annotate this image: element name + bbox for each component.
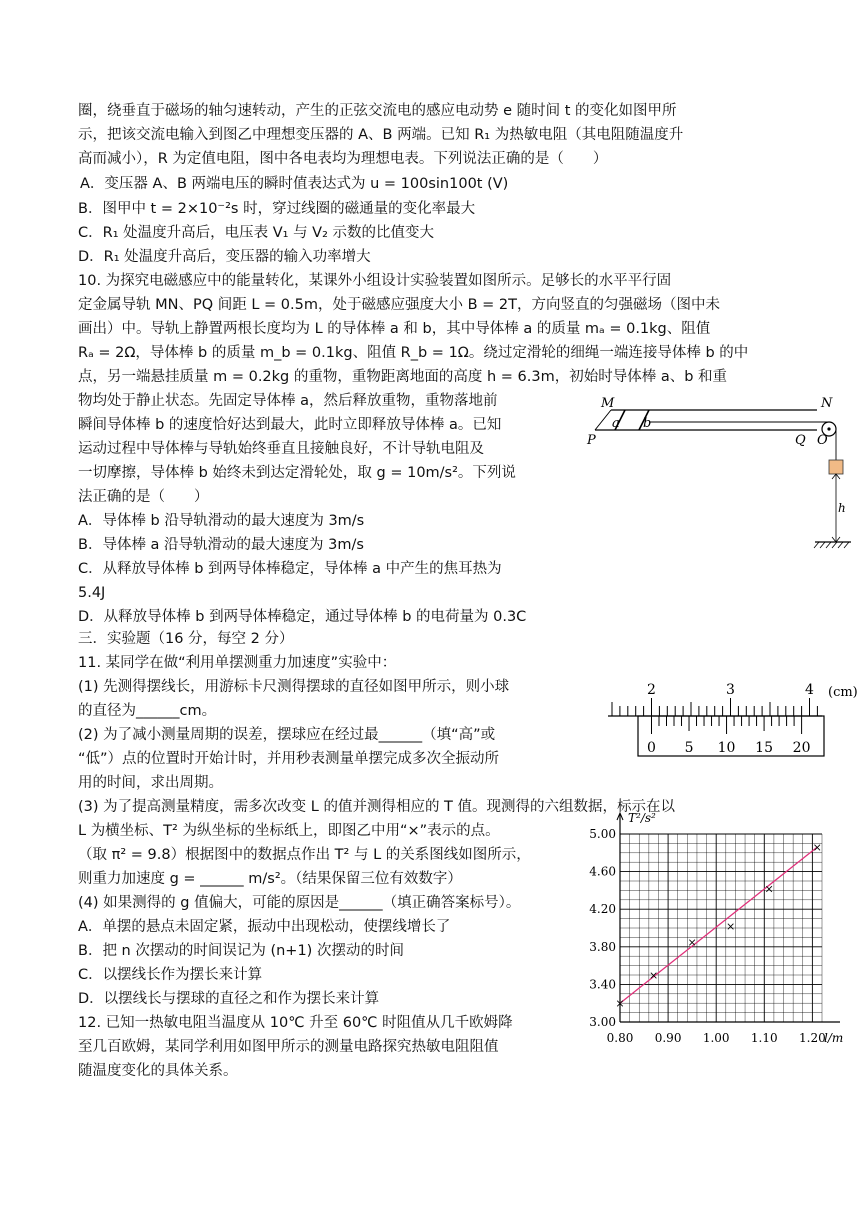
q9-option-a: A．变压器 A、B 两端电压的瞬时值表达式为 u = 100sin100t (V)	[80, 176, 509, 192]
weight-block	[829, 460, 843, 474]
vernier-label: 10	[717, 740, 736, 756]
x-tick-label: 1.20	[799, 1031, 826, 1045]
q11-line-5: “低”）点的位置时开始计时，并用秒表测量单摆完成多次全振动所	[78, 751, 500, 767]
q10-option-c-cont: 5.4J	[78, 585, 106, 601]
q11-line-7: (3) 为了提高测量精度，需多次改变 L 的值并测得相应的 T 值。现测得的六组数据，标示在以	[78, 799, 676, 815]
label-q: Q	[795, 433, 806, 448]
x-tick-label: 0.80	[606, 1031, 634, 1045]
data-point: ×	[615, 997, 625, 1011]
q10-line-9: 一切摩擦，导体棒 b 始终未到达定滑轮处，取 g = 10m/s²。下列说	[78, 465, 516, 481]
y-tick-label: 3.40	[589, 977, 616, 992]
data-point: ×	[812, 841, 822, 855]
q10-line-4: Rₐ = 2Ω，导体棒 b 的质量 m_b = 0.1kg、阻值 R_b = 1Ω。绕过定滑轮的细绳一端连接导体棒 b 的中	[78, 345, 749, 361]
q10-option-a: A．导体棒 b 沿导轨滑动的最大速度为 3m/s	[78, 513, 365, 529]
rail-apparatus-figure	[585, 392, 855, 562]
q9-option-b: B．图甲中 t = 2×10⁻²s 时，穿过线圈的磁通量的变化率最大	[78, 201, 476, 217]
q11-line-8: L 为横坐标、T² 为纵坐标的坐标纸上，即图乙中用“×”表示的点。	[78, 823, 500, 839]
data-point: ×	[649, 969, 659, 982]
vernier-label: 15	[755, 740, 773, 756]
y-tick-label: 4.20	[589, 902, 616, 917]
label-b: b	[643, 416, 652, 431]
q10-line-3: 画出）中。导轨上静置两根长度均为 L 的导体棒 a 和 b，其中导体棒 a 的质量 mₐ = 0.1kg、阻值	[78, 321, 711, 337]
vernier-label: 20	[792, 740, 811, 756]
q11-line-11: (4) 如果测得的 g 值偏大，可能的原因是______（填正确答案标号）。	[78, 895, 521, 911]
q12-line-3: 随温度变化的具体关系。	[78, 1063, 238, 1079]
q9-option-d: D．R₁ 处温度升高后，变压器的输入功率增大	[78, 249, 371, 265]
q11-line-1: 11. 某同学在做“利用单摆测重力加速度”实验中：	[78, 655, 397, 671]
label-p: P	[587, 433, 596, 448]
q10-line-2: 定金属导轨 MN、PQ 间距 L = 0.5m，处于磁感应强度大小 B = 2T，方向竖直的匀强磁场（图中未	[78, 297, 720, 313]
vernier-label: 0	[647, 740, 656, 756]
q11-line-9: （取 π² = 9.8）根据图中的数据点作出 T² 与 L 的关系图线如图所示，	[78, 847, 531, 863]
q10-line-10: 法正确的是（ ）	[78, 489, 209, 505]
label-n: N	[821, 396, 833, 411]
q9-line-2: 示，把该交流电输入到图乙中理想变压器的 A、B 两端。已知 R₁ 为热敏电阻（其电阻随温度升	[78, 127, 684, 143]
unit-label: (cm)	[828, 685, 858, 700]
q10-option-c: C．从释放导体棒 b 到两导体棒稳定，导体棒 a 中产生的焦耳热为	[78, 561, 502, 577]
q10-line-8: 运动过程中导体棒与导轨始终垂直且接触良好，不计导轨电阻及	[78, 441, 484, 457]
q10-line-1: 10. 为探究电磁感应中的能量转化，某课外小组设计实验装置如图所示。足够长的水平平行固	[78, 273, 672, 289]
vernier-label: 5	[684, 740, 694, 756]
q10-option-d: D．从释放导体棒 b 到两导体棒稳定，通过导体棒 b 的电荷量为 0.3C	[78, 609, 527, 625]
q11-option-b: B．把 n 次摆动的时间误记为 (n+1) 次摆动的时间	[78, 943, 404, 959]
label-o: O	[817, 433, 828, 448]
q10-line-7: 瞬间导体棒 b 的速度恰好达到最大，此时立即释放导体棒 a。已知	[78, 417, 502, 433]
q12-line-1: 12. 已知一热敏电阻当温度从 10℃ 升至 60℃ 时阻值从几千欧姆降	[78, 1015, 513, 1031]
q11-line-3: 的直径为______cm。	[78, 703, 217, 719]
main-scale-label: 2	[647, 682, 656, 698]
q11-line-6: 用的时间，求出周期。	[78, 775, 223, 791]
y-tick-label: 5.00	[589, 827, 616, 841]
q10-option-b: B．导体棒 a 沿导轨滑动的最大速度为 3m/s	[78, 537, 364, 553]
q10-line-6: 物均处于静止状态。先固定导体棒 a，然后释放重物，重物落地前	[78, 393, 498, 409]
data-point: ×	[726, 920, 736, 934]
y-tick-label: 4.60	[589, 864, 616, 879]
q9-line-3: 高而减小），R 为定值电阻，图中各电表均为理想电表。下列说法正确的是（ ）	[78, 151, 608, 167]
q11-line-4: (2) 为了减小测量周期的误差，摆球应在经过最______（填“高”或	[78, 727, 496, 743]
q11-option-c: C．以摆线长作为摆长来计算	[78, 967, 263, 983]
y-tick-label: 3.80	[589, 939, 616, 954]
q11-line-10: 则重力加速度 g = ______ m/s²。（结果保留三位有效数字）	[78, 871, 462, 887]
data-point: ×	[764, 882, 774, 896]
q12-line-2: 至几百欧姆，某同学利用如图甲所示的测量电路探究热敏电阻阻值	[78, 1039, 499, 1055]
y-axis-label: T²/s²	[628, 811, 656, 825]
x-tick-label: 0.90	[654, 1031, 682, 1045]
data-point: ×	[687, 936, 697, 950]
x-axis-label: l/m	[824, 1031, 844, 1045]
x-tick-label: 1.10	[750, 1031, 778, 1045]
main-scale-label: 4	[805, 682, 814, 698]
x-tick-label: 1.00	[702, 1031, 730, 1045]
y-tick-label: 3.00	[589, 1015, 616, 1029]
label-h: h	[838, 501, 846, 515]
section-3-title: 三．实验题（16 分，每空 2 分）	[78, 631, 294, 647]
q9-option-c: C．R₁ 处温度升高后，电压表 V₁ 与 V₂ 示数的比值变大	[78, 225, 435, 241]
q11-line-2: (1) 先测得摆线长，用游标卡尺测得摆球的直径如图甲所示，则小球	[78, 679, 510, 695]
label-m: M	[601, 396, 615, 411]
label-a: a	[612, 416, 620, 431]
q11-option-d: D．以摆线长与摆球的直径之和作为摆长来计算	[78, 991, 380, 1007]
main-scale-label: 3	[726, 682, 735, 698]
t2-vs-l-chart	[582, 808, 860, 1046]
vernier-caliper-figure	[600, 676, 860, 766]
q9-line-1: 圈，绕垂直于磁场的轴匀速转动，产生的正弦交流电的感应电动势 e 随时间 t 的变化如图甲所	[78, 103, 677, 119]
q11-option-a: A．单摆的悬点未固定紧，振动中出现松动，使摆线增长了	[78, 919, 451, 935]
q10-line-5: 点，另一端悬挂质量 m = 0.2kg 的重物，重物距离地面的高度 h = 6.3m，初始时导体棒 a、b 和重	[78, 369, 728, 385]
